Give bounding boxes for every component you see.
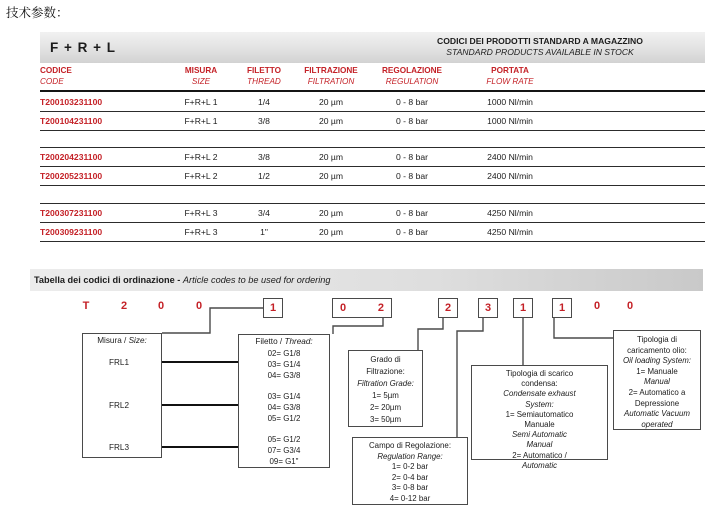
cell-size: F+R+L 2 [184,152,218,162]
size-box-title: Misura / Size: [97,336,147,345]
connector-thread [333,318,383,334]
thread-box-title: Filetto / Thread: [255,337,313,346]
column-subheader-code: CODE [40,76,64,86]
thread-option: 03= G1/4 [267,360,301,369]
cell-regulation: 0 - 8 bar [395,227,428,237]
filtration-option: 2= 20µm [369,403,402,412]
cell-code: T200309231100 [40,227,103,237]
column-subheader-regulation: REGULATION [385,76,439,86]
code-char-suffix: 0 [593,300,601,312]
regulation-box [352,437,468,505]
code-segment-regulation: 3 [478,298,498,318]
thread-option: 09= G1" [269,457,299,466]
code-char-thread: 0 [340,302,347,314]
cell-filtration: 20 µm [318,152,344,162]
thread-group-frl3 [239,434,329,467]
code-char-prefix: 2 [120,300,128,312]
size-item-frl2: FRL2 [109,401,130,410]
size-item-frl3: FRL3 [109,443,130,452]
code-segment-oil: 1 [552,298,572,318]
thread-option: 03= G1/4 [267,392,301,401]
column-header-filtration: FILTRAZIONE [304,66,358,75]
product-banner [40,32,705,63]
oil-box [613,330,701,430]
oil-box-title: Tipologia di [636,335,678,344]
cell-size: F+R+L 2 [184,171,218,181]
table-row [40,93,705,112]
table-group-frl3 [40,203,705,242]
table-row [40,204,705,223]
header-divider [40,90,705,92]
thread-box [238,334,330,468]
cell-regulation: 0 - 8 bar [395,208,428,218]
condensate-box-title: Tipologia di scarico [505,369,574,378]
table-row [40,112,705,131]
cell-code: T200204231100 [40,152,103,162]
cell-regulation: 0 - 8 bar [395,97,428,107]
cell-flow: 4250 Nl/min [487,208,533,218]
cell-flow: 4250 Nl/min [487,227,533,237]
code-char-suffix: 0 [626,300,634,312]
cell-flow: 1000 Nl/min [487,116,533,126]
thread-option: 04= G3/8 [267,403,301,412]
code-char-thread: 2 [377,302,384,314]
regulation-option: 3= 0-8 bar [391,483,429,493]
condensate-box-subtitle: Condensate exhaust [503,389,576,399]
regulation-option: 4= 0-12 bar [389,493,431,503]
condensate-option-en: Semi Automatic [512,430,567,440]
cell-filtration: 20 µm [318,208,344,218]
cell-thread: 3/4 [258,208,270,218]
column-header-thread: FILETTO [247,66,281,75]
table-row [40,167,705,186]
column-subheader-size: SIZE [191,76,211,86]
table-group-frl1 [40,93,705,131]
cell-regulation: 0 - 8 bar [395,116,428,126]
ordering-heading-it: Tabella dei codici di ordinazione - [34,275,183,285]
cell-size: F+R+L 1 [184,97,218,107]
table-group-frl2 [40,147,705,186]
connector-size [162,308,263,333]
condensate-option: 1= Semiautomatico [505,409,574,419]
filtration-box-title: Grado di [370,355,401,364]
filtration-box-title: Filtrazione: [366,367,405,376]
code-char-prefix: 0 [157,300,165,312]
oil-option-en: operated [641,419,673,429]
cell-thread: 1" [260,227,268,237]
stock-banner [375,36,705,58]
stock-banner-line-it: CODICI DEI PRODOTTI STANDARD A MAGAZZINO [437,36,643,46]
thread-group-frl2 [239,391,329,424]
cell-code: T200104231100 [40,116,103,126]
condensate-option: Manuale [524,420,555,430]
cell-filtration: 20 µm [318,171,344,181]
cell-code: T200205231100 [40,171,103,181]
oil-option-en: Manual [644,377,670,387]
size-item-frl1: FRL1 [109,358,130,367]
column-header-code: CODICE [40,66,72,75]
table-row [40,223,705,242]
ordering-heading [30,269,703,291]
code-segment-condensate: 1 [513,298,533,318]
cell-thread: 3/8 [258,116,270,126]
cell-thread: 1/2 [258,171,270,181]
thread-option: 05= G1/2 [267,414,301,423]
column-subheader-filtration: FILTRATION [307,76,355,86]
oil-option: 2= Automatico a [628,387,686,397]
page-title: 技术参数： [6,6,69,20]
cell-filtration: 20 µm [318,97,344,107]
regulation-box-title: Campo di Regolazione: [368,441,452,450]
thread-option: 04= G3/8 [267,371,301,380]
regulation-option: 1= 0-2 bar [391,462,429,472]
cell-size: F+R+L 1 [184,116,218,126]
thread-group-frl1 [239,348,329,381]
connector-filtration [418,318,443,350]
ordering-heading-en: Article codes to be used for ordering [182,275,331,285]
cell-regulation: 0 - 8 bar [395,152,428,162]
thread-option: 02= G1/8 [267,349,301,358]
column-header-size: MISURA [184,66,218,75]
column-subheader-thread: THREAD [247,76,281,86]
regulation-box-subtitle: Regulation Range: [377,451,443,461]
cell-code: T200103231100 [40,97,103,107]
cell-regulation: 0 - 8 bar [395,171,428,181]
filtration-box [348,350,423,427]
cell-filtration: 20 µm [318,116,344,126]
condensate-box [471,365,608,470]
filtration-option: 1= 5µm [372,391,399,400]
condensate-option-en: Manual [526,440,553,450]
oil-option-en: Automatic Vacuum [624,409,690,419]
table-header [40,66,705,87]
product-family-title: F + R + L [50,40,117,55]
filtration-box-subtitle: Filtration Grade: [357,379,414,388]
column-subheader-flow: FLOW RATE [486,76,534,86]
cell-code: T200307231100 [40,208,103,218]
code-segment-thread [332,298,392,318]
cell-size: F+R+L 3 [184,208,218,218]
cell-thread: 3/8 [258,152,270,162]
cell-flow: 2400 Nl/min [487,171,533,181]
connector-oil [554,318,613,338]
cell-thread: 1/4 [258,97,270,107]
stock-banner-line-en: STANDARD PRODUCTS AVAILABLE IN STOCK [446,47,634,57]
code-segment-filtration: 2 [438,298,458,318]
cell-size: F+R+L 3 [184,227,218,237]
thread-option: 07= G3/4 [267,446,301,455]
condensate-option: 2= Automatico / Automatic [512,450,567,470]
oil-box-title: caricamento olio: [627,345,687,355]
code-char-prefix: T [82,300,90,312]
filtration-option: 3= 50µm [369,415,402,424]
regulation-option: 2= 0-4 bar [391,472,429,482]
column-header-flow: PORTATA [491,66,529,75]
oil-option: 1= Manuale [636,366,678,376]
condensate-box-title: condensa: [521,379,558,389]
table-row [40,148,705,167]
code-segment-size: 1 [263,298,283,318]
cell-flow: 2400 Nl/min [487,152,533,162]
thread-option: 05= G1/2 [267,435,301,444]
size-box [82,333,162,458]
cell-flow: 1000 Nl/min [487,97,533,107]
oil-option: Depressione [634,398,680,408]
oil-box-subtitle: Oil loading System: [623,356,691,366]
condensate-box-subtitle: System: [525,399,554,409]
column-header-regulation: REGOLAZIONE [381,66,443,75]
code-char-prefix: 0 [195,300,203,312]
cell-filtration: 20 µm [318,227,344,237]
